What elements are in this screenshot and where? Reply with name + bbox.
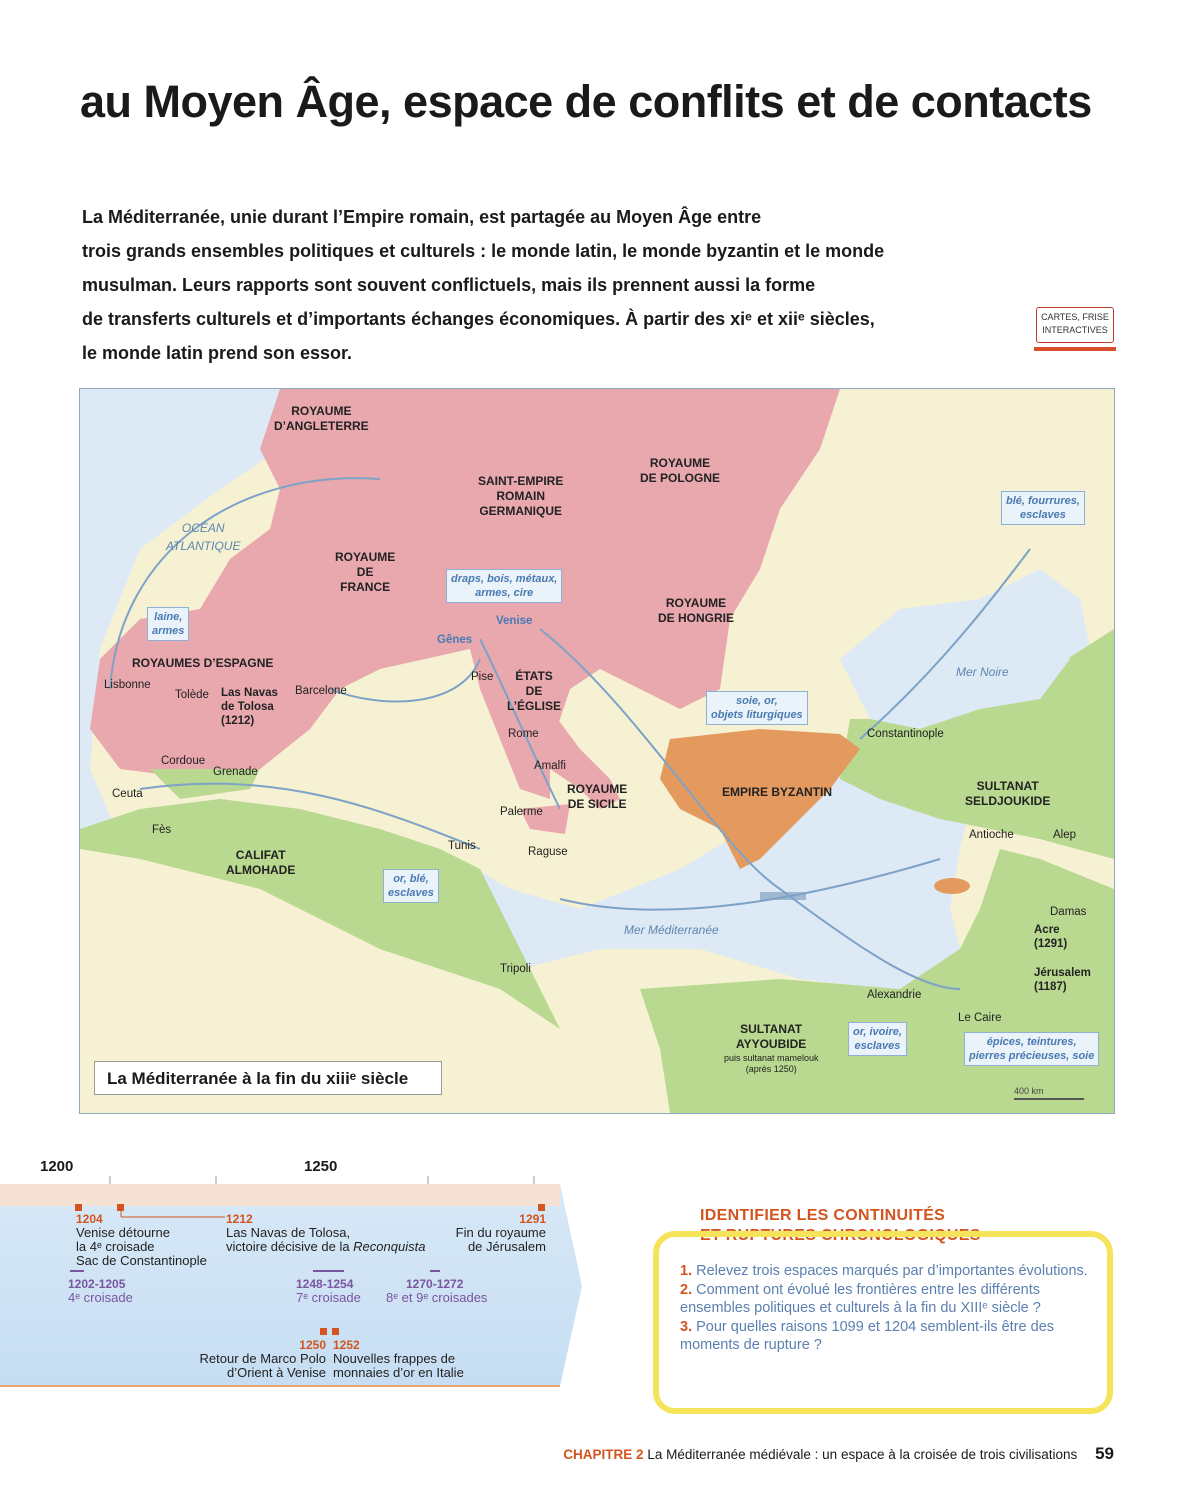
event-marker <box>75 1204 82 1211</box>
timeline-top-band <box>0 1184 560 1206</box>
event-text: Fin du royaume de Jérusalem <box>455 1225 546 1254</box>
event-year: 1250 <box>299 1338 326 1352</box>
event-text: Retour de Marco Polo d’Orient à Venise <box>199 1351 326 1380</box>
question: 3. Pour quelles raisons 1099 et 1204 semblent-ils être des moments de rupture ? <box>680 1318 1055 1353</box>
city-grenade: Grenade <box>213 766 258 778</box>
trade-box-draps: draps, bois, métaux, armes, cire <box>446 569 562 603</box>
city-raguse: Raguse <box>528 846 568 858</box>
trade-box-ble: blé, fourrures, esclaves <box>1001 491 1085 525</box>
city-antioche: Antioche <box>969 829 1014 841</box>
page-number: 59 <box>1095 1444 1114 1463</box>
city-navas: Las Navas de Tolosa (1212) <box>221 687 278 727</box>
region-hongrie: ROYAUME DE HONGRIE <box>658 596 735 625</box>
map-scale <box>1014 1086 1084 1100</box>
region-saint-empire: SAINT-EMPIRE ROMAIN GERMANIQUE <box>478 474 564 518</box>
timeline-event-1204 <box>76 1212 207 1268</box>
city-fes: Fès <box>152 824 172 836</box>
sea-atlantique: OCÉAN ATLANTIQUE <box>166 521 241 553</box>
city-constantinople: Constantinople <box>867 728 944 740</box>
intro-line: le monde latin prend son essor. <box>82 343 353 363</box>
badge-underline <box>1034 347 1116 351</box>
scale-label: 400 km <box>1014 1086 1044 1096</box>
event-text: Venise détourne la 4ᵉ croisade Sac de Constantinople <box>76 1225 207 1268</box>
intro-line: de transferts culturels et d’importants échanges économiques. À partir des xiᵉ et xiiᵉ siècles, <box>82 309 875 329</box>
city-tripoli: Tripoli <box>500 963 531 975</box>
city-rome: Rome <box>508 728 539 740</box>
crete-island <box>760 892 806 900</box>
scale-bar <box>1014 1098 1084 1100</box>
trade-box-soie: soie, or, objets liturgiques <box>706 691 808 725</box>
city-lisbonne: Lisbonne <box>104 679 151 691</box>
event-year: 1204 <box>76 1212 103 1226</box>
question: 2. Comment ont évolué les frontières entre les différents ensembles politiques et culturels à la fin du XIIIᵉ siècle ? <box>680 1281 1041 1316</box>
region-sicile: ROYAUME DE SICILE <box>567 782 628 811</box>
region-espagne: ROYAUMES D’ESPAGNE <box>132 656 274 670</box>
map-title: La Méditerranée à la fin du xiiiᵉ siècle <box>94 1061 442 1095</box>
event-text: Las Navas de Tolosa, victoire décisive de la Reconquista <box>226 1225 426 1254</box>
mediterranean-map <box>79 388 1115 1114</box>
city-ceuta: Ceuta <box>112 788 143 800</box>
city-damas: Damas <box>1050 906 1087 918</box>
exercise-title: IDENTIFIER LES CONTINUITÉS ET RUPTURES CHRONOLOGIQUES <box>700 1207 981 1244</box>
event-marker <box>332 1328 339 1335</box>
badge-line: INTERACTIVES <box>1042 325 1108 335</box>
region-seldjoukide: SULTANAT SELDJOUKIDE <box>965 779 1051 808</box>
intro-line: musulman. Leurs rapports sont souvent conflictuels, mais ils prennent aussi la forme <box>82 275 816 295</box>
event-text: Nouvelles frappes de monnaies d’or en Italie <box>333 1351 464 1380</box>
sea-mediterranee: Mer Méditerranée <box>624 923 719 937</box>
timeline-event-1252 <box>333 1338 464 1380</box>
intro-line: La Méditerranée, unie durant l’Empire romain, est partagée au Moyen Âge entre <box>82 207 762 227</box>
city-alexandrie: Alexandrie <box>867 989 922 1001</box>
crusade-text: 7ᵉ croisade <box>296 1290 361 1305</box>
region-pologne: ROYAUME DE POLOGNE <box>640 456 721 485</box>
city-tolede: Tolède <box>175 689 209 701</box>
region-almohade: CALIFAT ALMOHADE <box>226 848 296 877</box>
event-marker <box>320 1328 327 1335</box>
city-barcelone: Barcelone <box>295 685 347 697</box>
trade-box-epices: épices, teintures, pierres précieuses, soie <box>964 1032 1099 1066</box>
city-le-caire: Le Caire <box>958 1012 1002 1024</box>
map-graphics <box>80 389 1114 1113</box>
city-palerme: Palerme <box>500 806 543 818</box>
event-marker <box>117 1204 124 1211</box>
intro-text <box>82 200 982 370</box>
interactive-maps-badge[interactable] <box>1036 307 1114 343</box>
city-acre: Acre (1291) <box>1034 924 1068 950</box>
city-pise: Pise <box>471 671 494 683</box>
crusade-year: 1202-1205 <box>68 1277 126 1291</box>
region-ayyoubide-note: puis sultanat mamelouk (après 1250) <box>724 1053 819 1074</box>
timeline-crusade <box>386 1277 487 1305</box>
crusade-text: 8ᵉ et 9ᵉ croisades <box>386 1290 488 1305</box>
crusade-year: 1248-1254 <box>296 1277 354 1291</box>
city-tunis: Tunis <box>448 840 476 852</box>
intro-line: trois grands ensembles politiques et culturels : le monde latin, le monde byzantin et le monde <box>82 241 885 261</box>
city-alep: Alep <box>1053 829 1077 841</box>
city-amalfi: Amalfi <box>534 760 566 772</box>
event-marker <box>538 1204 545 1211</box>
region-ayyoubide: SULTANAT AYYOUBIDE <box>736 1022 807 1051</box>
timeline-crusade <box>296 1277 361 1305</box>
footer-chapter: CHAPITRE 2 <box>563 1447 644 1462</box>
timeline-year: 1250 <box>304 1158 338 1175</box>
footer-title: La Méditerranée médiévale : un espace à la croisée de trois civilisations <box>647 1447 1078 1462</box>
timeline-crusade <box>68 1277 133 1305</box>
crusade-text: 4ᵉ croisade <box>68 1290 133 1305</box>
city-jerusalem: Jérusalem (1187) <box>1034 967 1091 993</box>
trade-box-laine: laine, armes <box>147 607 189 641</box>
cyprus-island <box>934 878 970 894</box>
timeline-event-1212 <box>226 1212 425 1254</box>
timeline-year: 1200 <box>40 1158 74 1175</box>
region-angleterre: ROYAUME D’ANGLETERRE <box>274 404 369 433</box>
timeline-event-1250 <box>190 1338 326 1380</box>
event-year: 1291 <box>519 1212 546 1226</box>
region-france: ROYAUME DE FRANCE <box>335 550 396 594</box>
city-venise: Venise <box>496 615 533 627</box>
trade-box-or-ble: or, blé, esclaves <box>383 869 439 903</box>
badge-line: CARTES, FRISE <box>1041 312 1109 322</box>
page-footer <box>563 1444 1114 1464</box>
region-eglise: ÉTATS DE L’ÉGLISE <box>507 669 562 713</box>
event-year: 1252 <box>333 1338 360 1352</box>
timeline-event-1291 <box>446 1212 546 1254</box>
trade-box-or-ivoire: or, ivoire, esclaves <box>848 1022 907 1056</box>
exercise-questions <box>680 1262 1105 1355</box>
page-title: au Moyen Âge, espace de conflits et de contacts <box>80 76 1092 127</box>
city-genes: Gênes <box>437 634 473 646</box>
event-year: 1212 <box>226 1212 253 1226</box>
sea-noire: Mer Noire <box>956 665 1009 679</box>
crusade-year: 1270-1272 <box>406 1277 464 1291</box>
city-cordoue: Cordoue <box>161 755 206 767</box>
question: 1. Relevez trois espaces marqués par d’importantes évolutions. <box>680 1263 1088 1279</box>
region-byzantin: EMPIRE BYZANTIN <box>722 785 833 799</box>
